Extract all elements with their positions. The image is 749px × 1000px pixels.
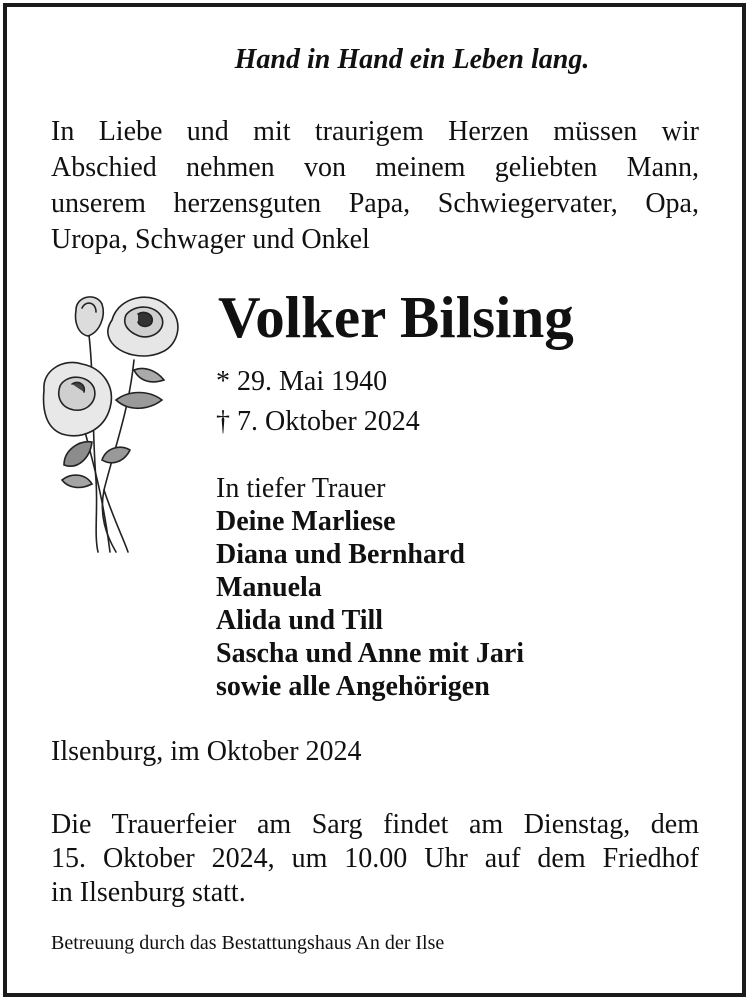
life-dates — [216, 362, 420, 442]
service-info — [51, 808, 699, 910]
intro-line: In Liebe und mit traurigem Herzen müssen wir — [51, 116, 699, 147]
mourner-name: sowie alle Angehörigen — [216, 671, 490, 702]
mourner-name: Diana und Bernhard — [216, 539, 465, 570]
service-line: Die Trauerfeier am Sarg findet am Dienstag, dem — [51, 809, 699, 840]
place-date: Ilsenburg, im Oktober 2024 — [51, 736, 362, 767]
deceased-name: Volker Bilsing — [218, 284, 574, 350]
birth-date: * 29. Mai 1940 — [216, 366, 388, 397]
roses-icon — [34, 290, 184, 560]
intro-line: Abschied nehmen von meinem geliebten Mann, — [51, 152, 699, 183]
intro-text — [51, 114, 699, 258]
intro-line: unserem herzensguten Papa, Schwiegervater, Opa, — [51, 188, 699, 219]
mourner-name: Deine Marliese — [216, 506, 396, 537]
service-line: in Ilsenburg statt. — [51, 877, 246, 908]
mourner-name: Alida und Till — [216, 605, 384, 636]
death-date: † 7. Oktober 2024 — [216, 406, 420, 437]
mourner-name: Sascha und Anne mit Jari — [216, 638, 525, 669]
mourning-intro: In tiefer Trauer — [216, 473, 386, 504]
intro-line: Uropa, Schwager und Onkel — [51, 224, 370, 255]
motto: Hand in Hand ein Leben lang. — [234, 44, 590, 75]
funeral-home: Betreuung durch das Bestattungshaus An der Ilse — [51, 932, 445, 954]
service-line: 15. Oktober 2024, um 10.00 Uhr auf dem Friedhof — [51, 843, 699, 874]
mourners-list — [216, 472, 524, 703]
mourner-name: Manuela — [216, 572, 322, 603]
